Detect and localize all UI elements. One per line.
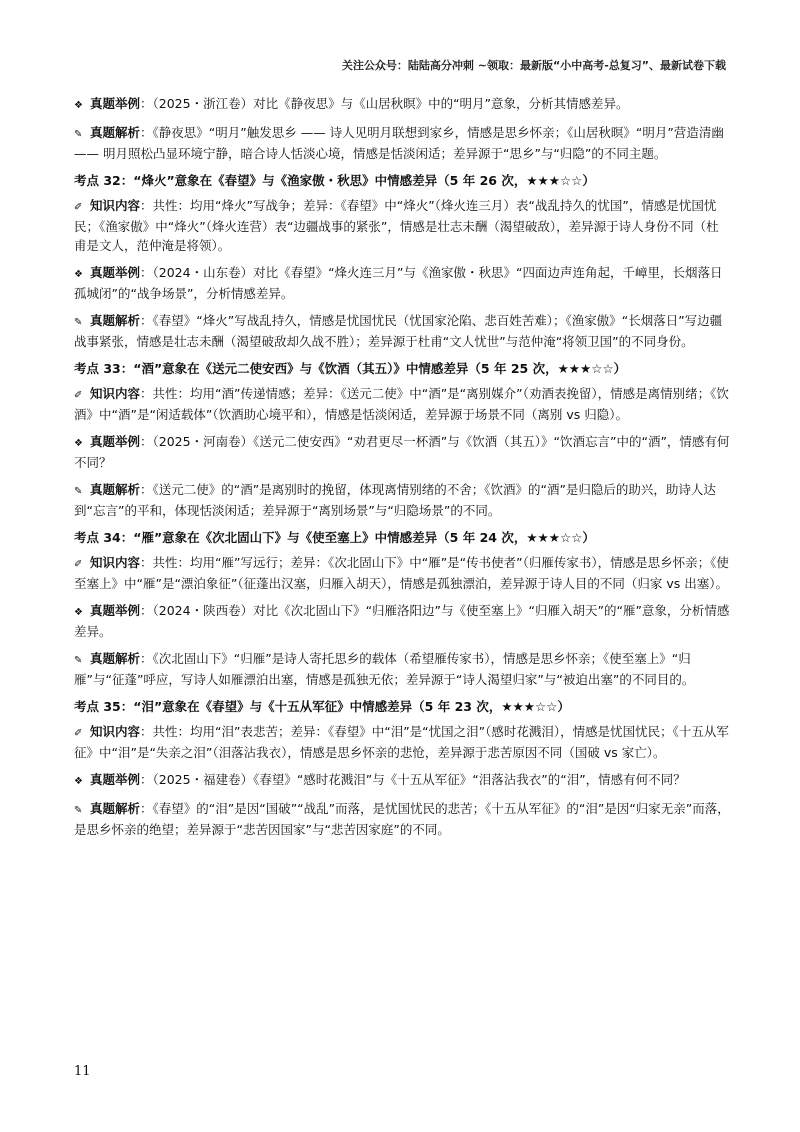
example-paragraph: [74, 601, 730, 641]
example-label: 真题举例: [90, 96, 141, 111]
pencil-icon: ✐: [74, 202, 83, 213]
example-paragraph: [74, 94, 730, 115]
knowledge-label: 知识内容: [90, 555, 141, 570]
analysis-text: ：《送元二使》的“酒”是离别时的挽留，体现离情别绪的不舍；《饮酒》的“酒”是归隐后的助兴，助诗人达到“忘言”的平和，体现恬淡闲适；差异源于“离别场景”与“归隐场景”的不同。: [74, 482, 716, 518]
pencil-icon: ✐: [74, 559, 83, 570]
analysis-label: 真题解析: [90, 313, 141, 328]
example-text: ：（2025・福建卷）《春望》“感时花溅泪”与《十五从军征》“泪落沾我衣”的“泪”，情感有何不同？: [140, 772, 686, 787]
analysis-text: ：《静夜思》“明月”触发思乡 —— 诗人见明月联想到家乡，情感是思乡怀亲；《山居秋暝》“明月”营造清幽 —— 明月照松凸显环境宁静，暗合诗人恬淡心境，情感是恬淡闲适；差异源于“思乡”与“归隐”的不同主题。: [74, 125, 724, 161]
analysis-text: ：《春望》“烽火”写战乱持久，情感是忧国忧民（忧国家沦陷、悲百姓苦难）；《渔家傲》“长烟落日”写边疆战事紧张，情感是壮志未酬（渴望破敌却久战不胜）；差异源于杜甫“文人忧世”与范仲淹“将领卫国”的不同身份。: [74, 313, 723, 349]
diamond-bullet-icon: ❖: [74, 607, 83, 618]
example-paragraph: [74, 432, 730, 472]
analysis-label: 真题解析: [90, 801, 141, 816]
example-label: 真题举例: [90, 434, 141, 449]
diamond-bullet-icon: ❖: [74, 269, 83, 280]
knowledge-text: ：共性：均用“雁”写远行；差异：《次北固山下》中“雁”是“传书使者”（归雁传家书），情感是思乡怀亲；《使至塞上》中“雁”是“漂泊象征”（征蓬出汉塞，归雁入胡天），情感是孤独漂泊，差异源于诗人目的不同（归家 vs 出塞）。: [74, 555, 729, 591]
knowledge-paragraph: [74, 384, 730, 424]
pen-icon: ✎: [74, 486, 83, 497]
analysis-paragraph: [74, 799, 730, 839]
example-text: ：（2024・山东卷）对比《春望》“烽火连三月”与《渔家傲・秋思》“四面边声连角起，千嶂里，长烟落日孤城闭”的“战争场景”，分析情感差异。: [74, 265, 723, 301]
knowledge-text: ：共性：均用“泪”表悲苦；差异：《春望》中“泪”是“忧国之泪”（感时花溅泪），情感是忧国忧民；《十五从军征》中“泪”是“失亲之泪”（泪落沾我衣），情感是思乡怀亲的悲怆，差异源于悲苦原因不同（国破 vs 家亡）。: [74, 724, 729, 760]
knowledge-paragraph: [74, 196, 730, 255]
page-number: 11: [74, 1064, 91, 1079]
knowledge-paragraph: [74, 553, 730, 593]
pen-icon: ✎: [74, 317, 83, 328]
example-label: 真题举例: [90, 265, 141, 280]
page-header: 关注公众号：陆陆高分冲刺 ~领取：最新版“小中高考-总复习”、最新试卷下载: [341, 59, 726, 72]
analysis-paragraph: [74, 311, 730, 351]
analysis-paragraph: [74, 649, 730, 689]
knowledge-paragraph: [74, 722, 730, 762]
section-title: 考点 32：“烽火”意象在《春望》与《渔家傲・秋思》中情感差异（5 年 26 次，★★★☆☆）: [74, 173, 595, 188]
example-text: ：（2025・河南卷）《送元二使安西》“劝君更尽一杯酒”与《饮酒（其五）》“饮酒忘言”中的“酒”，情感有何不同？: [74, 434, 730, 470]
section-title: 考点 35：“泪”意象在《春望》与《十五从军征》中情感差异（5 年 23 次，★★★☆☆）: [74, 699, 570, 714]
pencil-icon: ✐: [74, 390, 83, 401]
knowledge-label: 知识内容: [90, 386, 141, 401]
example-text: ：（2024・陕西卷）对比《次北固山下》“归雁洛阳边”与《使至塞上》“归雁入胡天”的“雁”意象，分析情感差异。: [74, 603, 730, 639]
analysis-label: 真题解析: [90, 651, 141, 666]
analysis-text: ：《次北固山下》“归雁”是诗人寄托思乡的载体（希望雁传家书），情感是思乡怀亲；《使至塞上》“归雁”与“征蓬”呼应，写诗人如雁漂泊出塞，情感是孤独无依；差异源于“诗人渴望归家”与“被迫出塞”的不同目的。: [74, 651, 695, 687]
section-title: 考点 34：“雁”意象在《次北固山下》与《使至塞上》中情感差异（5 年 24 次，★★★☆☆）: [74, 530, 595, 545]
pen-icon: ✎: [74, 655, 83, 666]
example-paragraph: [74, 263, 730, 303]
knowledge-label: 知识内容: [90, 198, 141, 213]
analysis-label: 真题解析: [90, 482, 141, 497]
pen-icon: ✎: [74, 129, 83, 140]
pen-icon: ✎: [74, 805, 83, 816]
example-label: 真题举例: [90, 772, 141, 787]
section-title: 考点 33：“酒”意象在《送元二使安西》与《饮酒（其五）》中情感差异（5 年 25 次，★★★☆☆）: [74, 361, 627, 376]
knowledge-text: ：共性：均用“烽火”写战争；差异：《春望》中“烽火”（烽火连三月）表“战乱持久的忧国”，情感是忧国忧民；《渔家傲》中“烽火”（烽火连营）表“边疆战事的紧张”，情感是壮志未酬（渴望破敌），差异源于诗人身份不同（杜甫是文人，范仲淹是将领）。: [74, 198, 719, 253]
knowledge-label: 知识内容: [90, 724, 141, 739]
analysis-paragraph: [74, 123, 730, 163]
document-body: [74, 94, 730, 847]
pencil-icon: ✐: [74, 728, 83, 739]
diamond-bullet-icon: ❖: [74, 100, 83, 111]
analysis-label: 真题解析: [90, 125, 141, 140]
example-paragraph: [74, 770, 730, 791]
diamond-bullet-icon: ❖: [74, 776, 83, 787]
analysis-paragraph: [74, 480, 730, 520]
example-text: ：（2025・浙江卷）对比《静夜思》与《山居秋暝》中的“明月”意象，分析其情感差异。: [140, 96, 629, 111]
diamond-bullet-icon: ❖: [74, 438, 83, 449]
analysis-text: ：《春望》的“泪”是因“国破”“战乱”而落，是忧国忧民的悲苦；《十五从军征》的“泪”是因“归家无亲”而落，是思乡怀亲的绝望；差异源于“悲苦因国家”与“悲苦因家庭”的不同。: [74, 801, 730, 837]
example-label: 真题举例: [90, 603, 141, 618]
knowledge-text: ：共性：均用“酒”传递情感；差异：《送元二使》中“酒”是“离别媒介”（劝酒表挽留），情感是离情别绪；《饮酒》中“酒”是“闲适载体”（饮酒助心境平和），情感是恬淡闲适，差异源于场景不同（离别 vs 归隐）。: [74, 386, 729, 422]
